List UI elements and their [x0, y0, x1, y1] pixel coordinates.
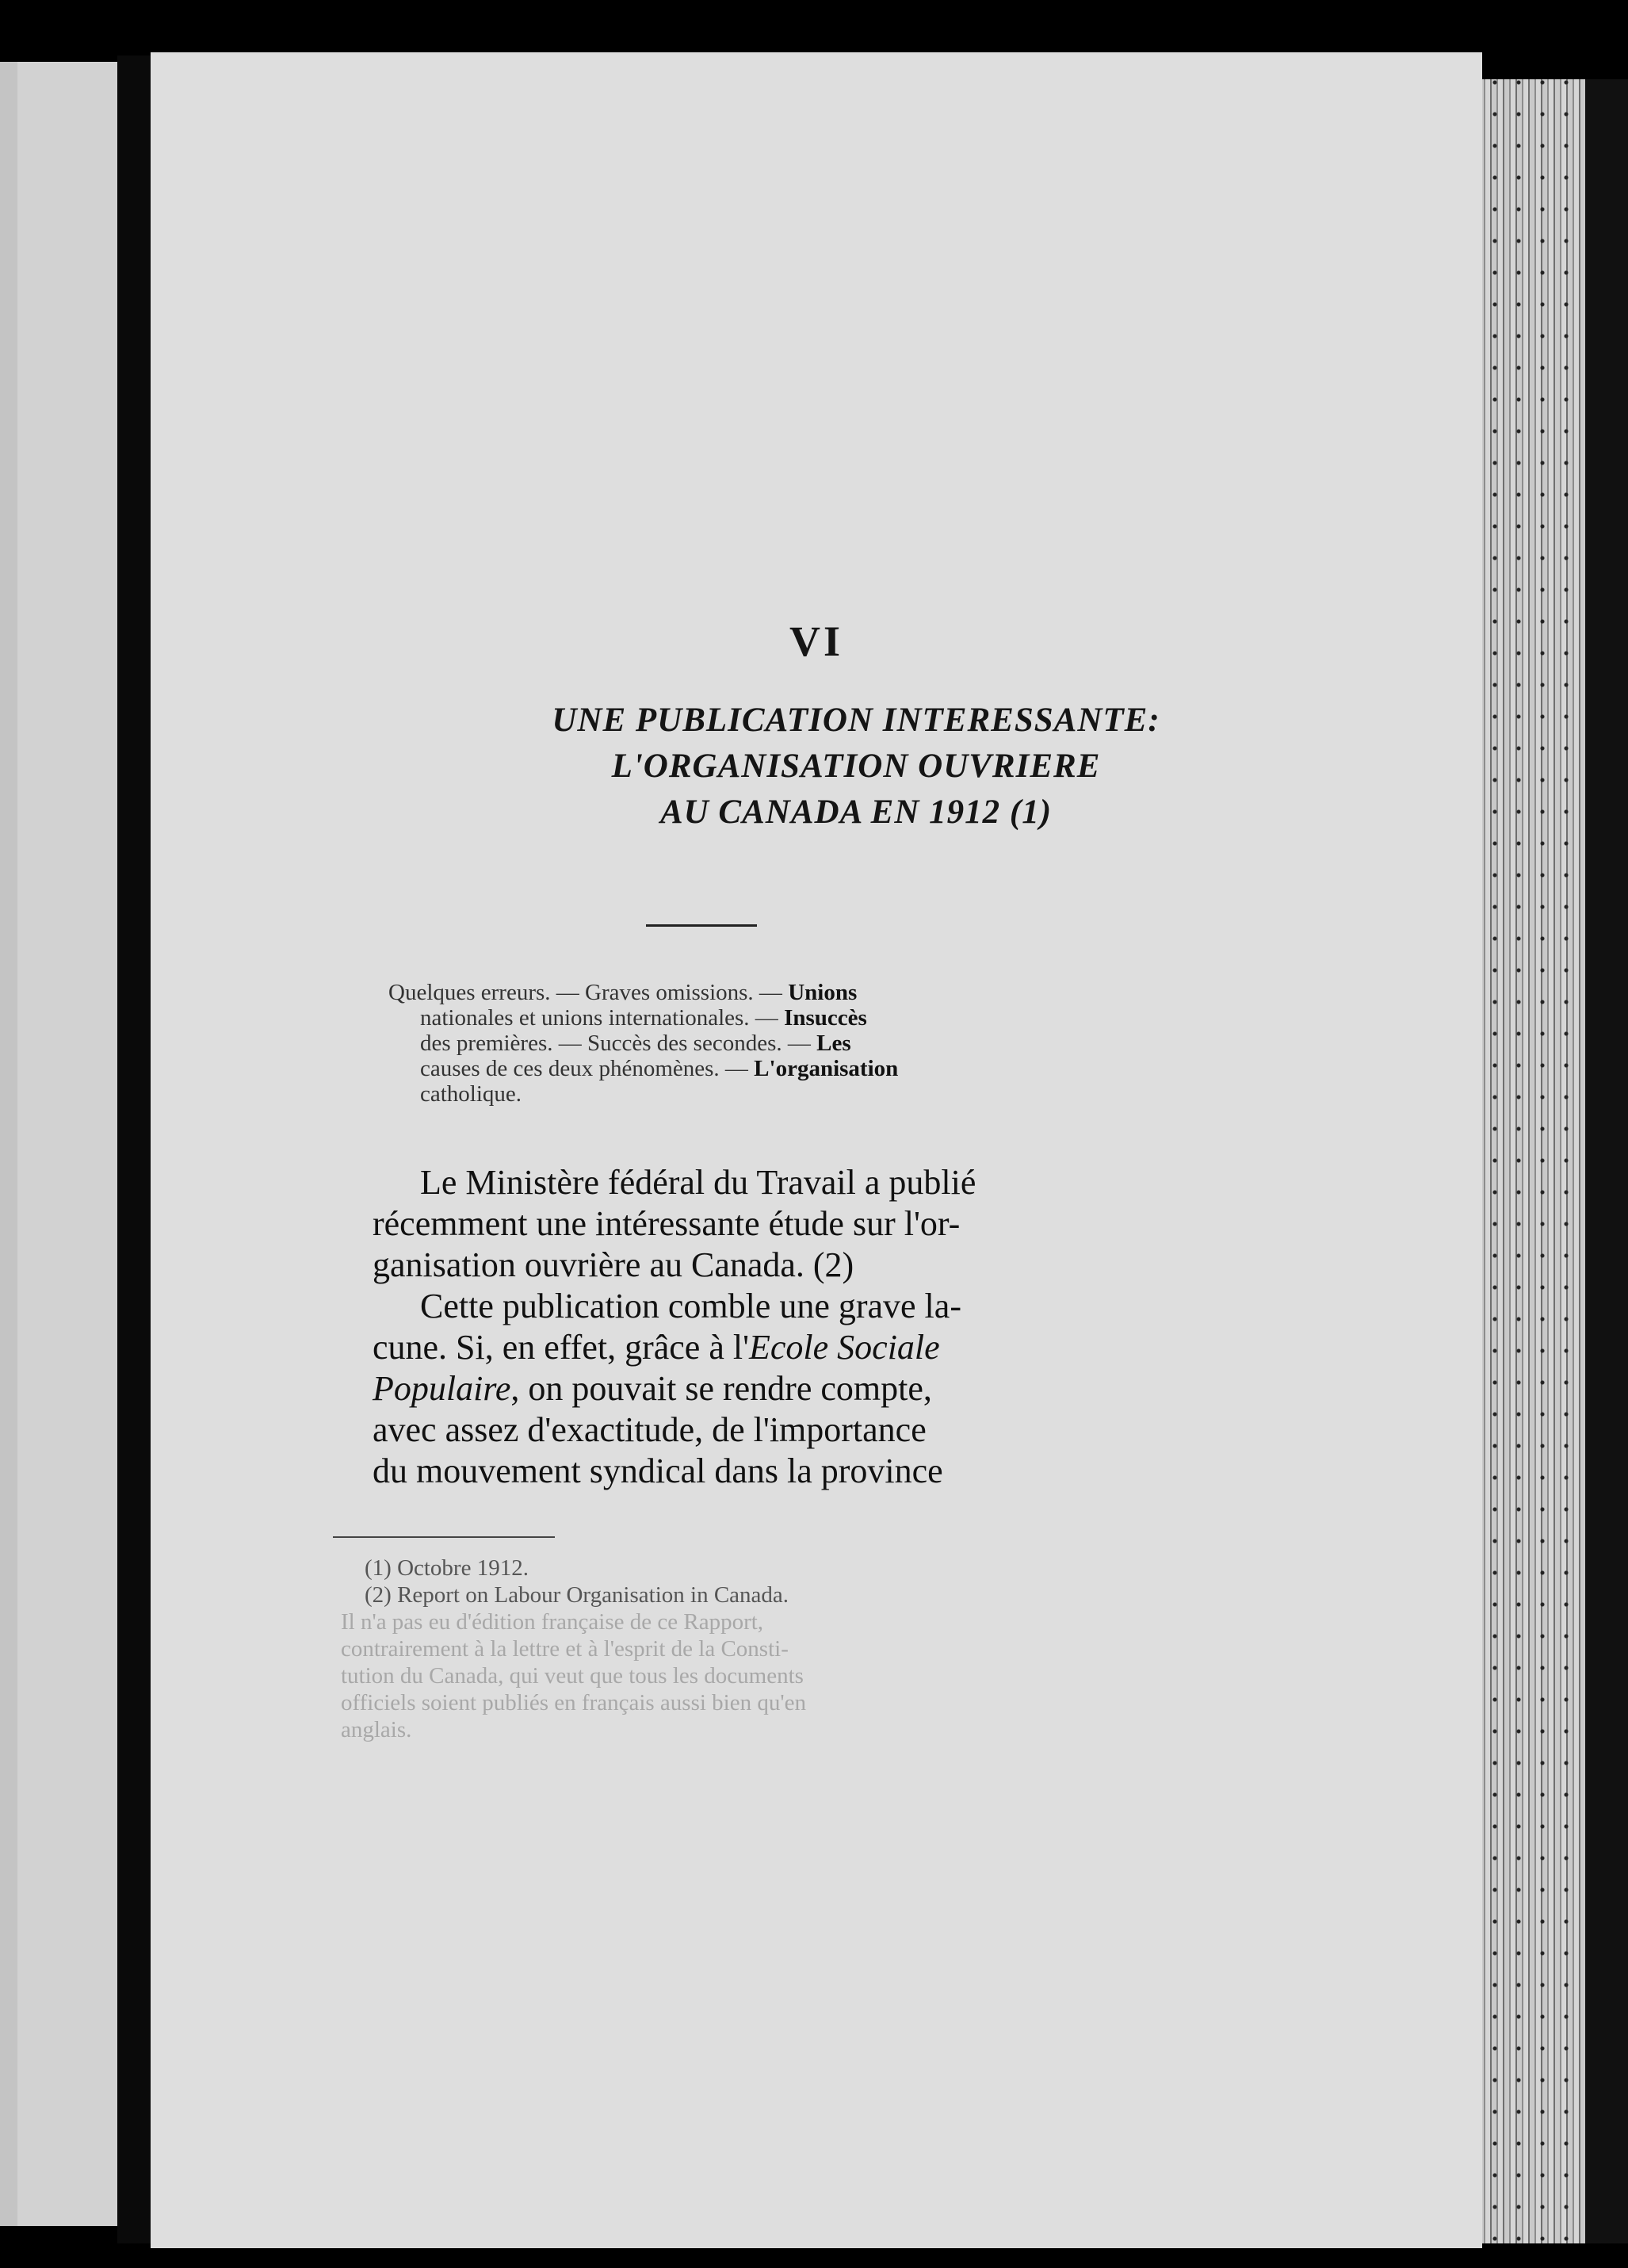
footnote-line: officiels soient publiés en français aussi bien qu'en [341, 1690, 806, 1715]
body-line [373, 1327, 1229, 1368]
summary-line [388, 1031, 1221, 1056]
title-line: UNE PUBLICATION INTERESSANTE: [552, 702, 1160, 739]
left-page-strip [0, 62, 17, 2226]
body-italic: Populaire [373, 1369, 511, 1408]
book-gutter [117, 55, 151, 2243]
title-divider [646, 924, 757, 927]
summary-line [388, 1081, 1221, 1107]
body-line [373, 1162, 1229, 1203]
book-page [151, 52, 1482, 2248]
footnote-line: (2) Report on Labour Organisation in Canada. [365, 1582, 789, 1608]
body-line [373, 1203, 1229, 1245]
summary-bold: Les [816, 1031, 851, 1056]
footnote-line: (1) Octobre 1912. [365, 1555, 529, 1581]
body-italic: Ecole Sociale [749, 1328, 940, 1367]
body-text: cune. Si, en effet, grâce à l' [373, 1328, 749, 1367]
body-text: du mouvement syndical dans la province [373, 1451, 943, 1490]
scan-border [1585, 79, 1628, 2243]
summary-text: causes de ces deux phénomènes. — [420, 1056, 748, 1081]
summary-text: Quelques erreurs. — Graves omissions. — [388, 980, 782, 1005]
summary-bold: Insuccès [784, 1005, 867, 1031]
footnote-line: tution du Canada, qui veut que tous les documents [341, 1663, 804, 1689]
body-paragraphs [373, 1162, 1229, 1492]
footnote-line: anglais. [341, 1717, 412, 1742]
body-text: ganisation ouvrière au Canada. (2) [373, 1245, 854, 1284]
summary-line [388, 980, 1221, 1005]
body-line [373, 1368, 1229, 1409]
summary-text: des premières. — Succès des secondes. — [420, 1031, 811, 1056]
title-line: AU CANADA EN 1912 (1) [659, 794, 1053, 831]
left-page-edge [0, 62, 117, 2226]
summary-text: catholique. [420, 1081, 522, 1107]
footnote-divider [333, 1536, 555, 1538]
body-text: , on pouvait se rendre compte, [510, 1369, 932, 1408]
summary-bold: L'organisation [754, 1056, 899, 1081]
title-line: L'ORGANISATION OUVRIERE [611, 748, 1101, 785]
body-line [373, 1451, 1229, 1492]
summary-line [388, 1005, 1221, 1031]
footnotes [341, 1555, 1221, 1743]
body-text: Cette publication comble une grave la- [420, 1287, 961, 1325]
body-text: Le Ministère fédéral du Travail a publié [420, 1163, 976, 1202]
body-text: récemment une intéressante étude sur l'or- [373, 1204, 961, 1243]
body-line [373, 1409, 1229, 1451]
summary-line [388, 1056, 1221, 1081]
summary-text: nationales et unions internationales. — [420, 1005, 778, 1031]
page-content [151, 52, 1482, 2248]
body-line [373, 1286, 1229, 1327]
body-line [373, 1245, 1229, 1286]
chapter-number: VI [789, 618, 843, 665]
chapter-summary [388, 980, 1221, 1107]
page-stack-edge [1466, 79, 1585, 2243]
footnote-line: Il n'a pas eu d'édition française de ce Rapport, [341, 1609, 764, 1635]
summary-bold: Unions [788, 980, 858, 1005]
chapter-title [476, 698, 1236, 836]
footnote-line: contrairement à la lettre et à l'esprit de la Consti- [341, 1636, 789, 1662]
body-text: avec assez d'exactitude, de l'importance [373, 1410, 927, 1449]
